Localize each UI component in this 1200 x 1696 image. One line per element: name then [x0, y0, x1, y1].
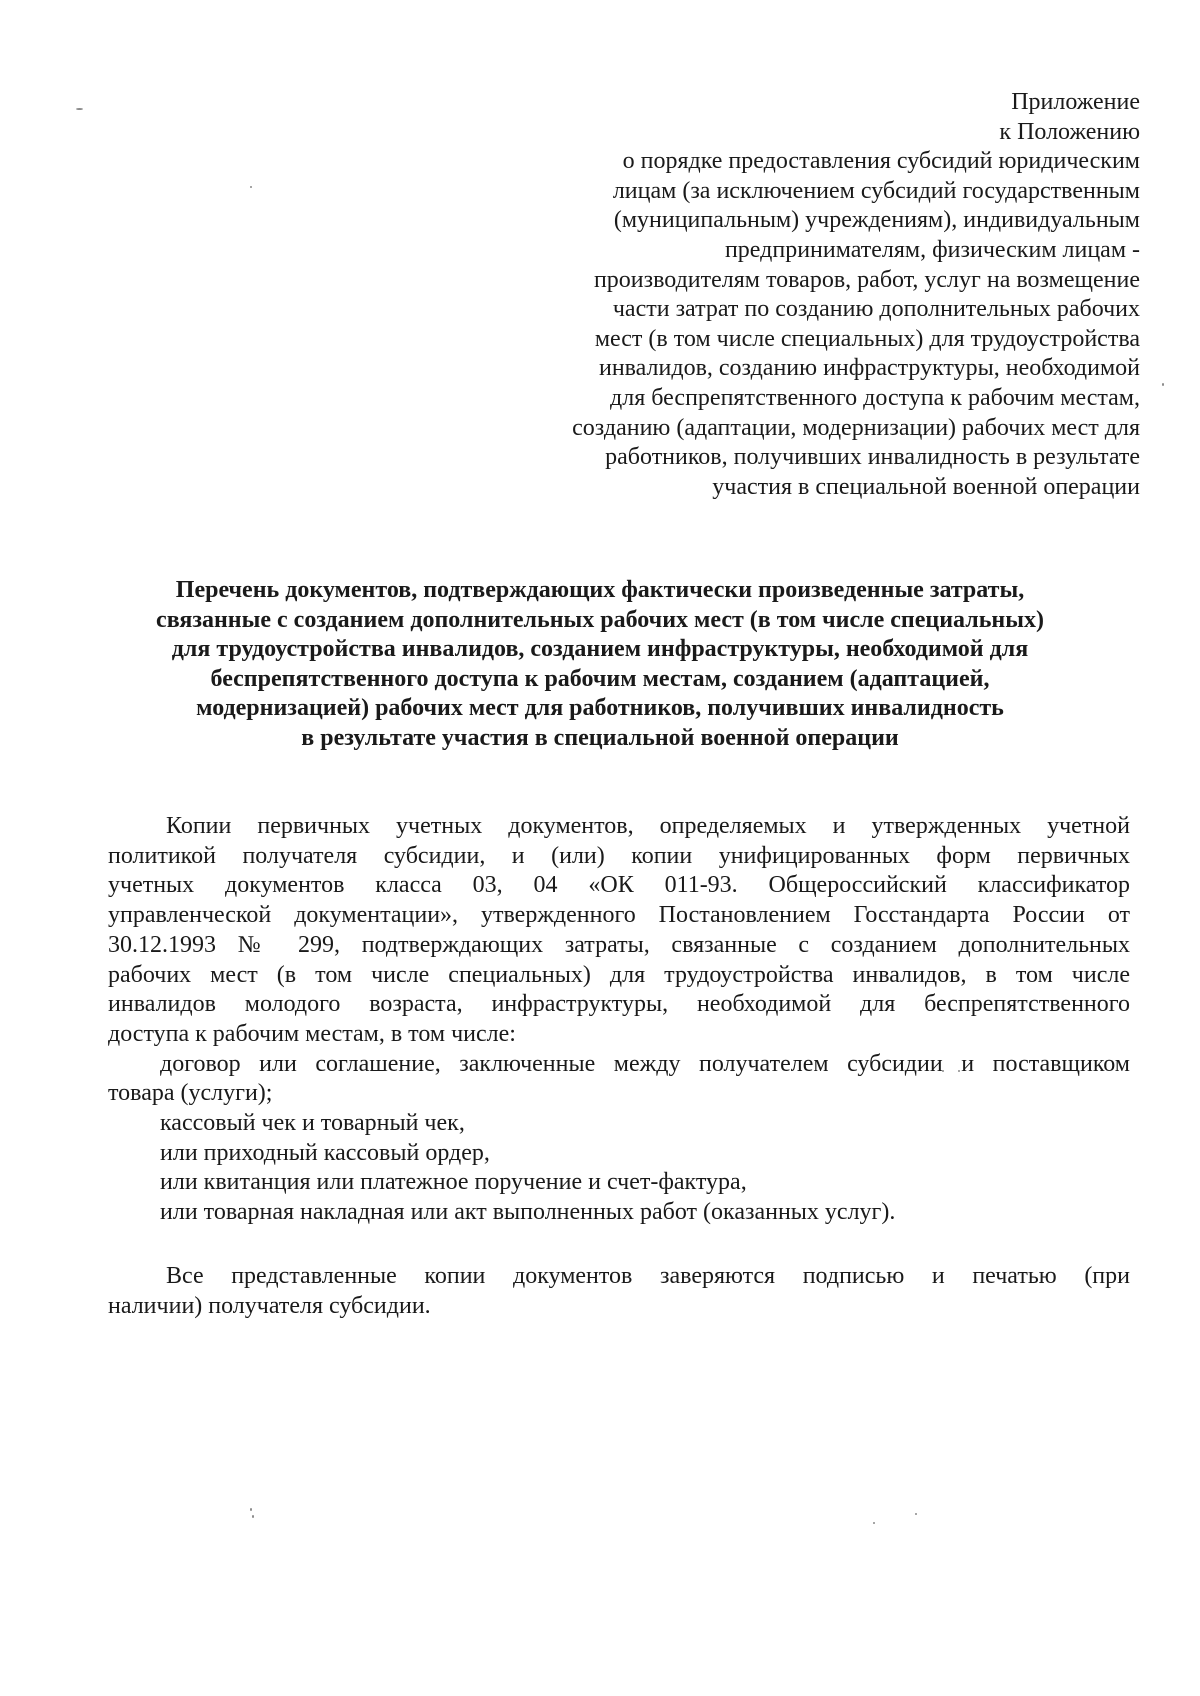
body-line: инвалидов молодого возраста, инфраструктуры, необходимой для беспрепятственного: [108, 991, 1130, 1018]
scan-speck: [76, 108, 83, 110]
appendix-header: [440, 88, 1140, 502]
scan-speck: [250, 1508, 252, 1511]
appendix-line: предпринимателям, физическим лицам -: [724, 236, 1140, 263]
scan-speck: [1162, 383, 1164, 386]
appendix-line: лицам (за исключением субсидий государственным: [612, 177, 1140, 204]
body-paragraph: [108, 812, 1130, 1228]
closing-line: Все представленные копии документов заверяются подписью и печатью (при: [166, 1263, 1130, 1289]
list-item: или квитанция или платежное поручение и счет-фактура,: [160, 1169, 747, 1196]
closing-line: наличии) получателя субсидии.: [108, 1292, 431, 1319]
title-line: беспрепятственного доступа к рабочим местам, созданием (адаптацией,: [210, 665, 990, 692]
appendix-line: части затрат по созданию дополнительных рабочих: [612, 296, 1140, 323]
appendix-line: о порядке предоставления субсидий юридическим: [622, 148, 1140, 175]
title-line: в результате участия в специальной военной операции: [301, 724, 899, 751]
body-line: 30.12.1993 № 299, подтверждающих затраты, связанные с созданием дополнительных: [108, 931, 1130, 958]
closing-paragraph: [108, 1262, 1130, 1321]
scan-speck: [250, 186, 252, 188]
body-line: политикой получателя субсидии, и (или) копии унифицированных форм первичных: [108, 842, 1130, 869]
body-line: рабочих мест (в том числе специальных) для трудоустройства инвалидов, в том числе: [108, 961, 1130, 988]
list-item: договор или соглашение, заключенные между получателем субсидии и поставщиком: [160, 1050, 1130, 1077]
appendix-line: Приложение: [1011, 89, 1140, 115]
appendix-line: (муниципальным) учреждениям), индивидуальным: [613, 207, 1140, 234]
appendix-line: инвалидов, созданию инфраструктуры, необходимой: [598, 355, 1140, 382]
list-item: кассовый чек и товарный чек,: [160, 1110, 465, 1137]
body-line: учетных документов класса 03, 04 «ОК 011-93. Общероссийский классификатор: [108, 872, 1130, 899]
body-line: доступа к рабочим местам, в том числе:: [108, 1020, 516, 1047]
appendix-line: для беспрепятственного доступа к рабочим местам,: [610, 384, 1140, 411]
scan-speck: [252, 1515, 254, 1518]
appendix-line: производителям товаров, работ, услуг на возмещение: [593, 266, 1140, 293]
appendix-line: участия в специальной военной операции: [712, 473, 1140, 500]
body-line: управленческой документации», утвержденного Постановлением Госстандарта России от: [108, 902, 1130, 929]
list-item: или приходный кассовый ордер,: [160, 1139, 490, 1166]
scan-speck: [873, 1522, 875, 1524]
title-line: Перечень документов, подтверждающих фактически произведенные затраты,: [175, 577, 1025, 603]
title-line: связанные с созданием дополнительных рабочих мест (в том числе специальных): [156, 606, 1044, 633]
list-item: или товарная накладная или акт выполненных работ (оказанных услуг).: [160, 1199, 896, 1226]
appendix-line: мест (в том числе специальных) для трудоустройства: [594, 325, 1140, 352]
list-item-continuation: товара (услуги);: [108, 1080, 273, 1107]
body-line: Копии первичных учетных документов, определяемых и утвержденных учетной: [166, 813, 1130, 839]
appendix-line: к Положению: [999, 118, 1140, 145]
scan-speck: [915, 1513, 917, 1515]
document-title: [100, 576, 1100, 754]
appendix-line: работников, получивших инвалидность в результате: [605, 444, 1140, 471]
title-line: модернизацией) рабочих мест для работников, получивших инвалидность: [196, 695, 1004, 722]
title-line: для трудоустройства инвалидов, созданием инфраструктуры, необходимой для: [171, 636, 1029, 663]
appendix-line: созданию (адаптации, модернизации) рабочих мест для: [572, 414, 1140, 441]
